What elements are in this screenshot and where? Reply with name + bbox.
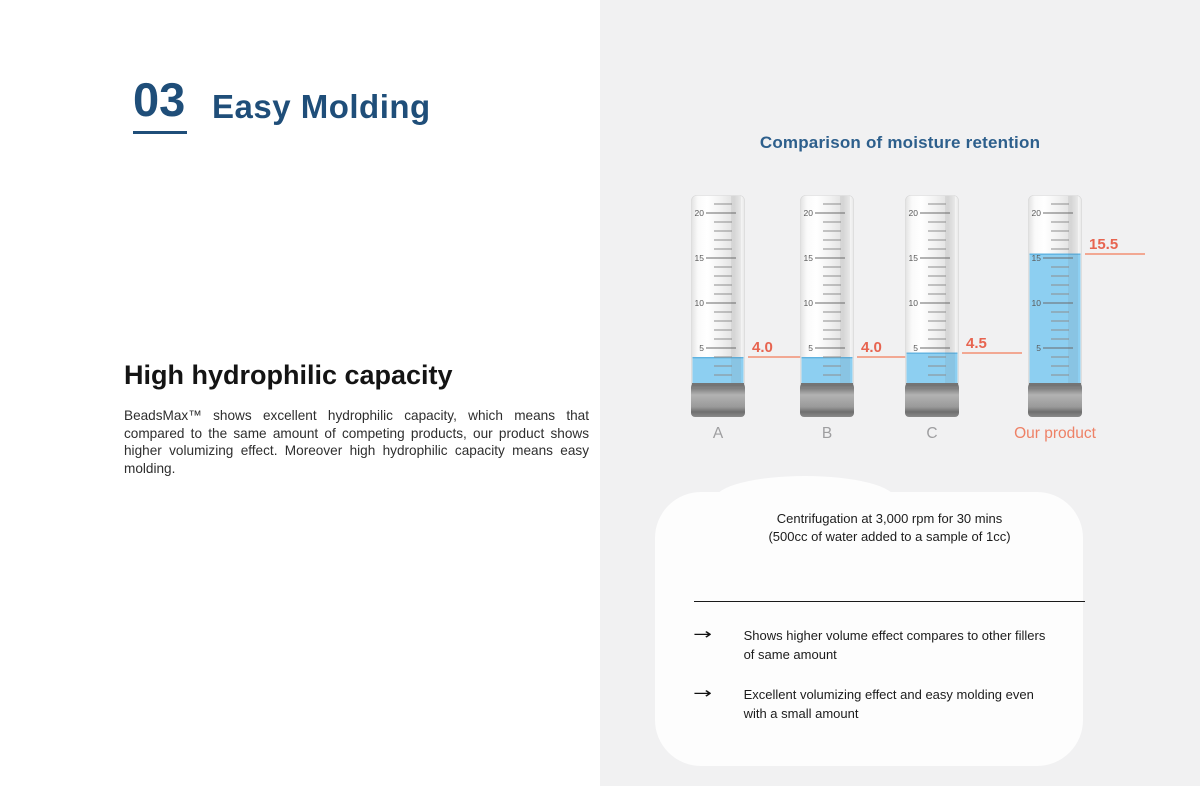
category-label: B (821, 425, 833, 442)
svg-text:5: 5 (1036, 343, 1041, 353)
cylinder-graphic (1028, 195, 1082, 419)
svg-text:5: 5 (808, 343, 813, 353)
cylinder-c (905, 195, 987, 455)
value-label: 4.0 (748, 340, 808, 358)
section-header (133, 74, 187, 134)
divider-line (694, 601, 1085, 602)
cylinder-b (800, 195, 882, 455)
note-line-2: (500cc of water added to a sample of 1cc) (768, 529, 1011, 544)
value-label: 15.5 (1085, 237, 1145, 255)
svg-text:10: 10 (694, 298, 704, 308)
category-label: C (926, 425, 938, 442)
bullet-item (693, 685, 1053, 723)
section-number: 03 (133, 74, 187, 134)
cylinder-a (691, 195, 773, 455)
body-paragraph: BeadsMax™ shows excellent hydrophilic capacity, which means that compared to the same amount of competing products, our product shows higher volumizing effect. Moreover high hydrophilic capacity means easy molding. (124, 408, 589, 476)
svg-text:20: 20 (803, 208, 813, 218)
svg-text:10: 10 (1031, 298, 1041, 308)
svg-text:20: 20 (1031, 208, 1041, 218)
cylinder-graphic (691, 195, 745, 419)
svg-text:15: 15 (1031, 253, 1041, 263)
svg-text:15: 15 (694, 253, 704, 263)
centrifugation-note (694, 510, 1085, 546)
svg-text:10: 10 (803, 298, 813, 308)
bullet-text: Shows higher volume effect compares to other fillers of same amount (743, 628, 1046, 662)
cylinder-graphic (800, 195, 854, 419)
value-label: 4.5 (962, 336, 1022, 354)
chart-title: Comparison of moisture retention (759, 133, 1041, 152)
svg-text:20: 20 (694, 208, 704, 218)
svg-text:10: 10 (908, 298, 918, 308)
svg-text:15: 15 (803, 253, 813, 263)
svg-text:5: 5 (913, 343, 918, 353)
cylinder-our-product (1014, 195, 1119, 455)
page-heading: High hydrophilic capacity (124, 360, 453, 390)
right-arrow-icon: → (693, 684, 712, 702)
section-title: Easy Molding (212, 88, 431, 125)
bullet-text: Excellent volumizing effect and easy molding even with a small amount (743, 687, 1034, 721)
svg-text:5: 5 (699, 343, 704, 353)
value-label: 4.0 (857, 340, 917, 358)
cylinder-graphic (905, 195, 959, 419)
right-arrow-icon: → (693, 625, 712, 643)
category-label: A (712, 425, 724, 442)
note-line-1: Centrifugation at 3,000 rpm for 30 mins (776, 511, 1003, 526)
comparison-panel (600, 0, 1200, 786)
category-label: Our product (1014, 425, 1096, 442)
cylinder-row (600, 195, 1200, 455)
svg-text:20: 20 (908, 208, 918, 218)
svg-text:15: 15 (908, 253, 918, 263)
bullet-item (693, 626, 1053, 664)
